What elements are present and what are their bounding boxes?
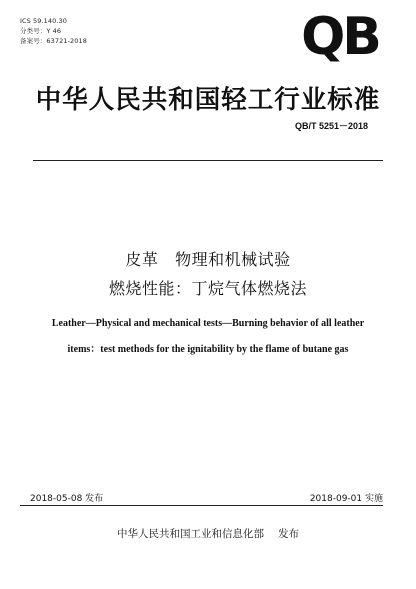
publish-date: 2018-05-08 发布: [30, 494, 104, 504]
standard-code: QB/T 5251－2018: [294, 121, 368, 131]
issuer-action: 发布: [278, 528, 299, 540]
issuer-name: 中华人民共和国工业和信息化部: [117, 528, 264, 540]
document-title-cn-line1: 皮革 物理和机械试验: [125, 250, 291, 269]
header-divider: [33, 160, 383, 161]
ics-number: ICS 59.140.30: [20, 17, 68, 25]
qb-logo: QB: [301, 7, 379, 67]
record-number: 备案号：63721-2018: [20, 37, 87, 45]
document-title-cn-line2: 燃烧性能：丁烷气体燃烧法: [108, 279, 307, 298]
document-title-en-line1: Leather—Physical and mechanical tests—Burning behavior of all leather: [51, 318, 365, 329]
implement-date: 2018-09-01 实施: [309, 494, 383, 504]
standard-title: 中华人民共和国轻工行业标准: [35, 85, 381, 115]
issuing-authority: [0, 526, 416, 541]
classification-number: 分类号：Y 46: [20, 27, 62, 35]
document-title-en-line2: items：test methods for the ignitability by the flame of butane gas: [67, 344, 349, 355]
footer-divider: [20, 505, 383, 506]
